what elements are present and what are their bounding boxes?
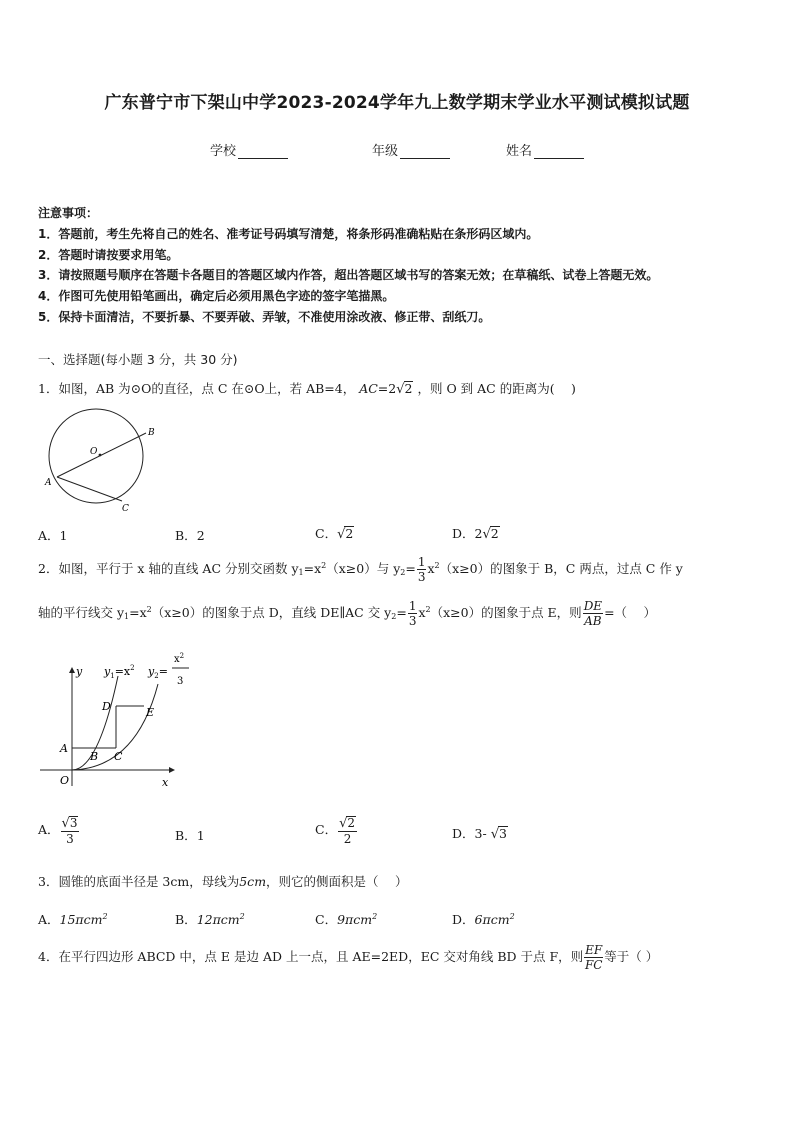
q2-text: =x bbox=[129, 605, 147, 620]
q4-text: 等于（ ） bbox=[604, 949, 659, 964]
name-label: 姓名 bbox=[506, 144, 533, 159]
frac-den: AB bbox=[584, 614, 602, 628]
label-y2 bbox=[147, 665, 168, 680]
note-item-3: 3．请按照题号顺序在答题卡各题目的答题区域内作答，超出答题区域书写的答案无效；在草稿纸、试卷上答题无效。 bbox=[38, 268, 659, 283]
q3-option-d[interactable] bbox=[452, 910, 515, 928]
option-val: 15πcm bbox=[59, 912, 103, 927]
q3-option-b[interactable] bbox=[175, 910, 245, 928]
q2-option-b[interactable] bbox=[175, 826, 205, 844]
q2-text: x bbox=[427, 561, 435, 576]
q2-option-d[interactable] bbox=[452, 824, 508, 842]
label-o: O bbox=[90, 447, 98, 457]
sqrt-icon: √ bbox=[482, 527, 491, 542]
label-y1 bbox=[103, 664, 135, 680]
option-rad: 2 bbox=[345, 526, 354, 541]
question-2-line-2 bbox=[38, 600, 656, 627]
option-key: B． bbox=[175, 912, 197, 927]
frac-num: 1 bbox=[408, 599, 417, 613]
label-c: C bbox=[122, 504, 129, 514]
question-2-line-1 bbox=[38, 556, 683, 583]
q3-option-a[interactable] bbox=[38, 910, 108, 928]
option-val: 2 bbox=[474, 526, 483, 541]
q2-sub: 1 bbox=[124, 612, 130, 621]
q1-option-c[interactable] bbox=[315, 524, 354, 542]
q1-math-lhs: AC bbox=[359, 381, 378, 396]
option-key: D． bbox=[452, 526, 475, 541]
sqrt-icon: √ bbox=[337, 527, 346, 542]
q2-option-a[interactable] bbox=[38, 816, 80, 845]
q2-text: （x≥0）的图象于 B，C 两点，过点 C 作 y bbox=[439, 561, 683, 576]
chord-ac bbox=[57, 477, 122, 501]
option-sup: 2 bbox=[372, 912, 378, 921]
option-rad: 3 bbox=[69, 816, 78, 830]
option-rad: 2 bbox=[347, 816, 356, 830]
option-key: A． bbox=[38, 912, 60, 927]
q1-circle-figure bbox=[40, 405, 160, 517]
y2-y: y bbox=[148, 665, 155, 678]
frac-num: DE bbox=[583, 599, 603, 613]
q2-sub: 1 bbox=[298, 568, 304, 577]
q2-text: （x≥0）的图象于点 D，直线 DE∥AC 交 y bbox=[151, 605, 392, 620]
name-field[interactable] bbox=[506, 140, 584, 159]
y2-num-x: x bbox=[174, 654, 180, 665]
q3-text: 3．圆锥的底面半径是 3cm，母线为 bbox=[38, 874, 240, 889]
label-e: E bbox=[146, 706, 155, 719]
q1-math-rad: 2 bbox=[404, 381, 413, 396]
q2-text: 轴的平行线交 y bbox=[38, 605, 125, 620]
option-val: 1 bbox=[59, 528, 68, 543]
q1-text: 1．如图，AB 为⊙O的直径，点 C 在⊙O上，若 AB=4， bbox=[38, 381, 356, 396]
label-a: A bbox=[45, 478, 52, 488]
q2-sup: 2 bbox=[434, 561, 440, 570]
de-ab-fraction bbox=[583, 600, 603, 627]
q4-text: 4．在平行四边形 ABCD 中，点 E 是边 AD 上一点，且 AE=2ED，EC 交对角线 BD 于点 F，则 bbox=[38, 949, 584, 964]
page-title: 广东普宁市下架山中学2023-2024学年九上数学期末学业水平测试模拟试题 bbox=[104, 93, 690, 113]
sqrt-icon: √ bbox=[61, 816, 70, 831]
sqrt-icon: √ bbox=[490, 827, 499, 842]
question-3 bbox=[38, 873, 408, 891]
y2-den: 3 bbox=[177, 676, 184, 687]
option-val: 1 bbox=[196, 828, 205, 843]
option-key: C． bbox=[315, 526, 338, 541]
school-field[interactable] bbox=[210, 140, 288, 159]
option-rad: 2 bbox=[490, 526, 499, 541]
q1-option-a[interactable] bbox=[38, 526, 67, 544]
question-1 bbox=[38, 380, 576, 399]
q2-text: （x≥0）与 y bbox=[326, 561, 401, 576]
q3-math: 5cm bbox=[239, 874, 267, 889]
q2-sup: 2 bbox=[321, 561, 327, 570]
frac-den: 3 bbox=[408, 614, 417, 628]
frac-den: 2 bbox=[343, 832, 352, 846]
q2-sup: 2 bbox=[425, 605, 431, 614]
y2-sub: 2 bbox=[154, 672, 159, 680]
y1-eq: =x bbox=[114, 665, 131, 678]
name-blank[interactable] bbox=[534, 146, 584, 159]
frac-num: 1 bbox=[417, 555, 426, 569]
q2-sub: 2 bbox=[400, 568, 406, 577]
frac-num: EF bbox=[585, 943, 603, 957]
option-key: B． bbox=[175, 828, 197, 843]
grade-blank[interactable] bbox=[400, 146, 450, 159]
option-val: 6πcm bbox=[474, 912, 510, 927]
y2-eq: = bbox=[158, 665, 168, 678]
frac-num bbox=[338, 816, 357, 832]
q2-text: x bbox=[418, 605, 426, 620]
option-key: C． bbox=[315, 912, 338, 927]
label-d: D bbox=[102, 700, 111, 713]
q2-text: =（ ） bbox=[604, 605, 657, 620]
q2-option-c[interactable] bbox=[315, 816, 358, 845]
q2-text: （x≥0）的图象于点 E，则 bbox=[430, 605, 582, 620]
option-key: A． bbox=[38, 822, 60, 837]
q2-text: =x bbox=[303, 561, 322, 576]
q3-text: ，则它的侧面积是（ ） bbox=[266, 874, 408, 889]
option-val: 2 bbox=[196, 528, 205, 543]
frac-den: FC bbox=[584, 958, 603, 972]
question-4 bbox=[38, 944, 658, 971]
y2-num-sup: 2 bbox=[179, 652, 185, 660]
q2-text: = bbox=[405, 561, 416, 576]
note-item-5: 5．保持卡面清洁，不要折暴、不要弄破、弄皱，不准使用涂改液、修正带、刮纸刀。 bbox=[38, 309, 491, 324]
q1-option-b[interactable] bbox=[175, 526, 205, 544]
diameter-ab bbox=[57, 433, 146, 477]
option-key: D． bbox=[452, 912, 475, 927]
frac-den: 3 bbox=[417, 570, 426, 584]
y1-sub: 1 bbox=[110, 672, 115, 680]
q2-sup: 2 bbox=[146, 605, 152, 614]
option-key: D． bbox=[452, 826, 475, 841]
frac-den: 3 bbox=[66, 832, 74, 846]
note-item-2: 2．答题时请按要求用笔。 bbox=[38, 247, 179, 262]
q1-option-d[interactable] bbox=[452, 524, 500, 542]
one-third-fraction bbox=[408, 600, 418, 627]
q2-text: 2．如图，平行于 x 轴的直线 AC 分别交函数 y bbox=[38, 561, 299, 576]
grade-field[interactable] bbox=[372, 140, 450, 159]
school-blank[interactable] bbox=[238, 146, 288, 159]
notes-heading: 注意事项： bbox=[38, 206, 99, 220]
notes bbox=[38, 203, 658, 328]
school-label: 学校 bbox=[210, 144, 237, 159]
sqrt-icon: √ bbox=[396, 382, 405, 397]
label-x: x bbox=[162, 776, 169, 789]
label-a: A bbox=[60, 742, 68, 755]
option-key: C． bbox=[315, 822, 338, 837]
label-c: C bbox=[114, 750, 123, 763]
q2-graph-figure bbox=[36, 648, 196, 793]
center-point bbox=[99, 454, 102, 457]
option-sup: 2 bbox=[239, 912, 245, 921]
option-val: 12πcm bbox=[196, 912, 240, 927]
y1-sup: 2 bbox=[130, 664, 135, 672]
section-heading: 一、选择题(每小题 3 分，共 30 分) bbox=[38, 352, 238, 367]
option-key: B． bbox=[175, 528, 197, 543]
sqrt3-over-3 bbox=[61, 816, 80, 845]
q3-option-c[interactable] bbox=[315, 910, 377, 928]
q2-text: = bbox=[396, 605, 407, 620]
label-b: B bbox=[148, 428, 155, 438]
q2-sub: 2 bbox=[391, 612, 397, 621]
frac-num bbox=[61, 816, 80, 832]
option-val: 9πcm bbox=[337, 912, 373, 927]
label-y: y bbox=[76, 665, 83, 678]
grade-label: 年级 bbox=[372, 144, 399, 159]
option-rad: 3 bbox=[499, 826, 507, 841]
one-third-fraction bbox=[417, 556, 427, 583]
ef-fc-fraction bbox=[584, 944, 603, 971]
note-item-4: 4．作图可先使用铅笔画出，确定后必须用黑色字迹的签字笔描黑。 bbox=[38, 289, 395, 304]
option-key: A． bbox=[38, 528, 60, 543]
sqrt2-over-2 bbox=[338, 816, 357, 845]
y1-y: y bbox=[104, 665, 111, 678]
label-o: O bbox=[60, 774, 70, 787]
y2-num bbox=[174, 652, 184, 665]
q1-math-eq: =2 bbox=[377, 381, 397, 396]
option-sup: 2 bbox=[102, 912, 108, 921]
label-b: B bbox=[90, 750, 99, 763]
q1-text-tail: ，则 O 到 AC 的距离为( ) bbox=[417, 381, 576, 396]
note-item-1: 1．答题前，考生先将自己的姓名、准考证号码填写清楚，将条形码准确粘贴在条形码区域内。 bbox=[38, 226, 539, 241]
option-sup: 2 bbox=[509, 912, 515, 921]
option-val: 3- bbox=[474, 826, 487, 841]
sqrt-icon: √ bbox=[339, 816, 348, 831]
